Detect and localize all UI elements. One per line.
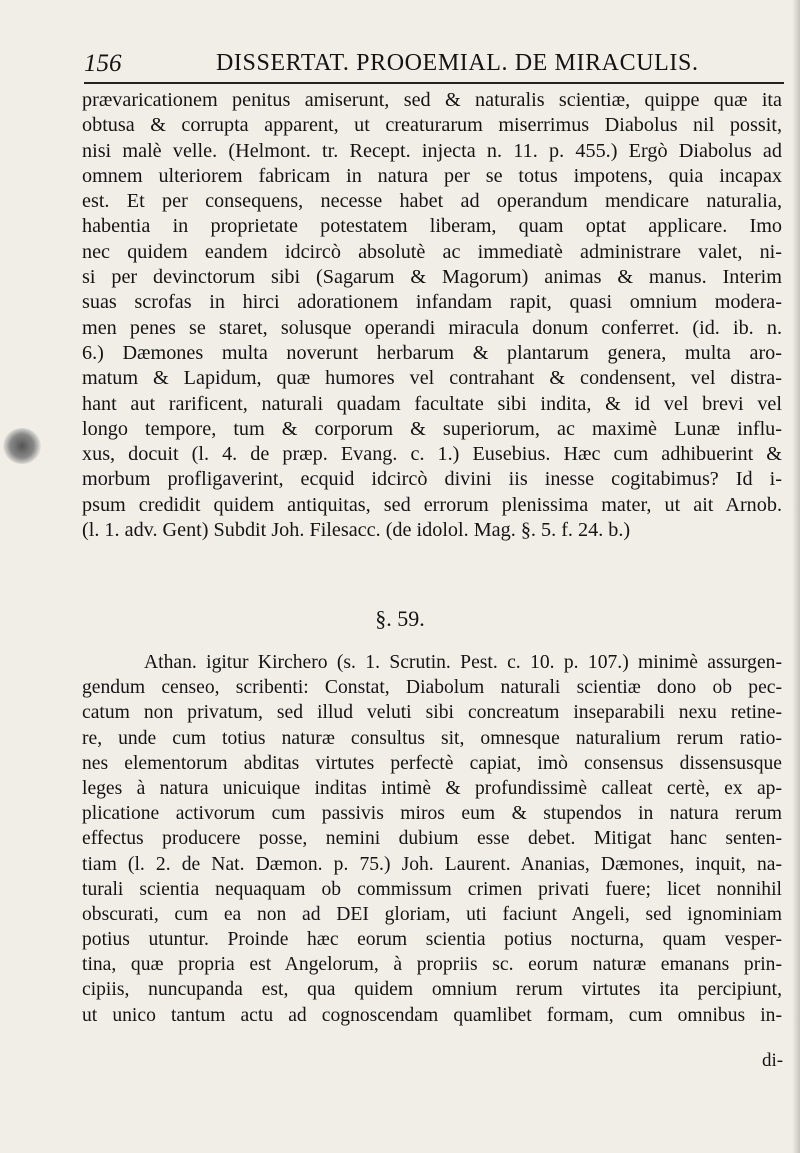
running-head: DISSERTAT. PROOEMIAL. DE MIRACULIS. — [216, 50, 699, 76]
text-line: men penes se staret, solusque operandi miracula donum conferret. (id. ib. n. — [82, 316, 782, 339]
text-line: suas scrofas in hirci adorationem infandam rapit, quasi omnium modera- — [82, 291, 782, 314]
text-line: habentia in proprietate potestatem liberam, quam optat applicare. Imo — [82, 215, 782, 238]
text-line: obtusa & corrupta apparent, ut creaturarum miserrimus Diabolus nil possit, — [82, 114, 782, 137]
text-line: ut unico tantum actu ad cognoscendam quamlibet formam, cum omnibus in- — [82, 1004, 782, 1026]
text-line: effectus producere posse, nemini dubium esse debet. Mitigat hanc senten- — [82, 828, 782, 850]
text-line: (l. 1. adv. Gent) Subdit Joh. Filesacc. (de idolol. Mag. §. 5. f. 24. b.) — [82, 519, 631, 542]
catchword: di- — [762, 1050, 784, 1071]
ink-blot — [3, 428, 41, 464]
text-line: omnem ulteriorem fabricam in natura per se totus impotens, quia incapax — [82, 164, 782, 187]
text-line: prævaricationem penitus amiserunt, sed & naturalis scientiæ, quippe quæ ita — [82, 89, 782, 111]
text-line: xus, docuit (l. 4. de præp. Evang. c. 1.) Eusebius. Hæc cum adhibuerint & — [82, 443, 782, 466]
text-line: Athan. igitur Kirchero (s. 1. Scrutin. Pest. c. 10. p. 107.) minimè assurgen- — [144, 652, 782, 673]
text-line: est. Et per consequens, necesse habet ad operandum mendicare naturalia, — [82, 190, 782, 213]
text-line: tiam (l. 2. de Nat. Dæmon. p. 75.) Joh. Laurent. Ananias, Dæmones, inquit, na- — [82, 853, 782, 875]
section-heading: §. 59. — [375, 606, 425, 631]
text-line: nisi malè velle. (Helmont. tr. Recept. injecta n. 11. p. 455.) Ergò Diabolus ad — [82, 139, 782, 162]
text-line: nec quidem eandem idcircò absolutè ac immediatè administrare valet, ni- — [82, 240, 782, 263]
text-line: nes elementorum abditas virtutes perfectè capiat, imò consensus dissensusque — [82, 752, 782, 774]
text-line: re, unde cum totius naturæ consultus sit, omnesque naturalium rerum ratio- — [82, 727, 782, 749]
text-line: potius utuntur. Proinde hæc eorum scientia potius nocturna, quam vesper- — [82, 929, 782, 951]
text-line: longo tempore, tum & corporum & superiorum, ac maximè Lunæ influ- — [82, 417, 782, 440]
page-edge-shadow — [792, 0, 800, 1153]
text-line: morbum profligaverint, ecquid idcircò divini iis inesse cogitabimus? Id i- — [82, 468, 782, 491]
text-line: si per devinctorum sibi (Sagarum & Magorum) animas & manus. Interim — [82, 266, 782, 289]
text-line: turali scientia nequaquam ob commissum crimen privati fuere; licet nonnihil — [82, 878, 782, 900]
text-line: leges à natura unicuique inditas intimè & profundissimè calleat certè, ex ap- — [82, 777, 782, 799]
text-line: tina, quæ propria est Angelorum, à propriis sc. eorum naturæ emanans prin- — [82, 954, 782, 976]
paragraph-2 — [82, 650, 782, 1028]
text-line: psum credidit quidem antiquitas, sed errorum plenissima mater, ut ait Arnob. — [82, 493, 782, 516]
text-line: 6.) Dæmones multa noverunt herbarum & plantarum genera, multa aro- — [82, 341, 782, 364]
page-number: 156 — [84, 50, 122, 77]
text-line: hant aut rarificent, naturali quadam facultate sibi indita, & id vel brevi vel — [82, 392, 782, 415]
header-rule — [84, 82, 784, 84]
text-line: catum non privatum, sed illud veluti sibi concreatum inseparabili nexu retine- — [82, 702, 782, 724]
text-line: cipiis, nuncupanda est, qua quidem omnium rerum virtutes ita percipiunt, — [82, 979, 782, 1001]
text-line: plicatione activorum cum passivis miros eum & stupendos in natura rerum — [82, 803, 782, 825]
text-line: obscurati, cum ea non ad DEI gloriam, uti faciunt Angeli, sed ignominiam — [82, 903, 782, 925]
text-line: matum & Lapidum, quæ humores vel contrahant & condensent, vel distra- — [82, 367, 782, 390]
paragraph-1 — [82, 88, 782, 543]
text-line: gendum censeo, scribenti: Constat, Diabolum naturali scientiæ dono ob pec- — [82, 677, 782, 699]
page-header — [84, 48, 784, 84]
